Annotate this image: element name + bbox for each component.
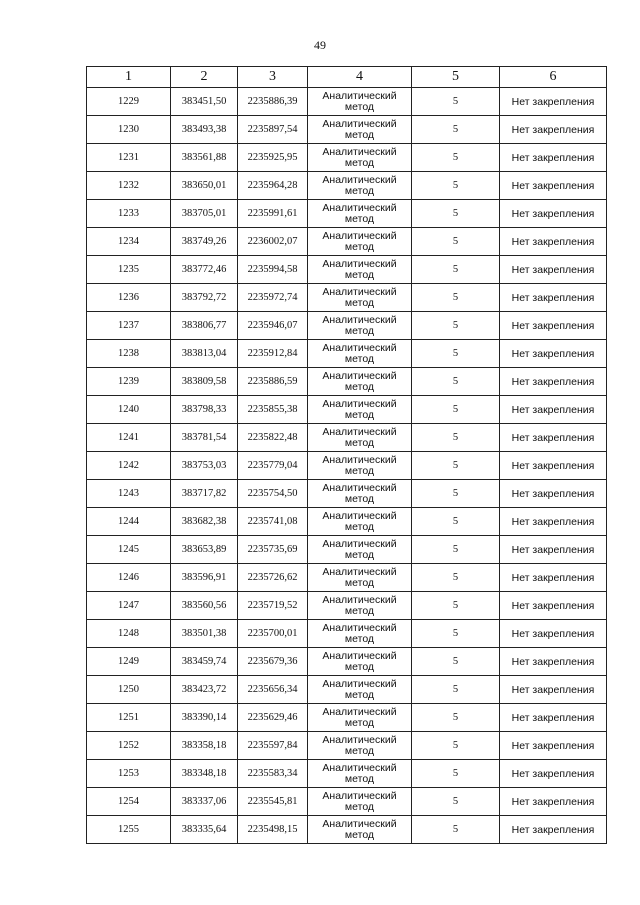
method-text: Аналитический (322, 313, 397, 326)
table-row (87, 788, 607, 816)
method-cell (308, 480, 412, 508)
point-number-cell: 1235 (87, 256, 171, 284)
table-row (87, 480, 607, 508)
method-text: метод (344, 828, 375, 841)
point-number-cell: 1252 (87, 732, 171, 760)
accuracy-cell: 5 (412, 648, 500, 676)
table-row (87, 200, 607, 228)
method-text: метод (344, 716, 375, 729)
method-text: Аналитический (322, 173, 397, 186)
method-cell (308, 88, 412, 116)
method-text: Аналитический (322, 705, 397, 718)
method-cell (308, 508, 412, 536)
method-text: Аналитический (322, 369, 397, 382)
x-coordinate-cell: 383806,77 (171, 312, 238, 340)
table-row (87, 452, 607, 480)
method-text: метод (344, 380, 375, 393)
accuracy-cell: 5 (412, 564, 500, 592)
method-text: метод (344, 464, 375, 477)
fixing-cell: Нет закрепления (500, 116, 607, 144)
x-coordinate-cell: 383390,14 (171, 704, 238, 732)
point-number-cell: 1246 (87, 564, 171, 592)
method-cell (308, 256, 412, 284)
method-text: Аналитический (322, 621, 397, 634)
accuracy-cell: 5 (412, 536, 500, 564)
y-coordinate-cell: 2235719,52 (238, 592, 308, 620)
method-cell (308, 592, 412, 620)
point-number-cell: 1229 (87, 88, 171, 116)
method-text: Аналитический (322, 229, 397, 242)
accuracy-cell: 5 (412, 88, 500, 116)
accuracy-cell: 5 (412, 508, 500, 536)
column-header-5: 5 (412, 67, 500, 88)
fixing-cell: Нет закрепления (500, 88, 607, 116)
fixing-cell: Нет закрепления (500, 648, 607, 676)
x-coordinate-cell: 383358,18 (171, 732, 238, 760)
method-text: метод (344, 576, 375, 589)
method-text: метод (344, 436, 375, 449)
x-coordinate-cell: 383798,33 (171, 396, 238, 424)
method-cell (308, 536, 412, 564)
y-coordinate-cell: 2235925,95 (238, 144, 308, 172)
accuracy-cell: 5 (412, 396, 500, 424)
accuracy-cell: 5 (412, 788, 500, 816)
fixing-cell: Нет закрепления (500, 284, 607, 312)
method-cell (308, 116, 412, 144)
method-text: метод (344, 268, 375, 281)
point-number-cell: 1234 (87, 228, 171, 256)
point-number-cell: 1244 (87, 508, 171, 536)
header-row (87, 67, 607, 88)
table-row (87, 732, 607, 760)
table-row (87, 88, 607, 116)
fixing-cell: Нет закрепления (500, 424, 607, 452)
fixing-cell: Нет закрепления (500, 620, 607, 648)
point-number-cell: 1251 (87, 704, 171, 732)
table-header (87, 67, 607, 88)
point-number-cell: 1245 (87, 536, 171, 564)
accuracy-cell: 5 (412, 256, 500, 284)
accuracy-cell: 5 (412, 760, 500, 788)
method-text: Аналитический (322, 817, 397, 830)
method-cell (308, 424, 412, 452)
method-cell (308, 284, 412, 312)
table-row (87, 620, 607, 648)
y-coordinate-cell: 2235886,39 (238, 88, 308, 116)
accuracy-cell: 5 (412, 172, 500, 200)
fixing-cell: Нет закрепления (500, 564, 607, 592)
table-row (87, 760, 607, 788)
point-number-cell: 1255 (87, 816, 171, 844)
x-coordinate-cell: 383772,46 (171, 256, 238, 284)
method-text: Аналитический (322, 453, 397, 466)
method-text: Аналитический (322, 649, 397, 662)
fixing-cell: Нет закрепления (500, 340, 607, 368)
method-text: метод (344, 156, 375, 169)
method-cell (308, 312, 412, 340)
x-coordinate-cell: 383561,88 (171, 144, 238, 172)
method-text: Аналитический (322, 257, 397, 270)
x-coordinate-cell: 383705,01 (171, 200, 238, 228)
method-cell (308, 564, 412, 592)
point-number-cell: 1250 (87, 676, 171, 704)
method-text: метод (344, 296, 375, 309)
method-text: Аналитический (322, 201, 397, 214)
method-text: Аналитический (322, 509, 397, 522)
method-cell (308, 788, 412, 816)
fixing-cell: Нет закрепления (500, 816, 607, 844)
point-number-cell: 1241 (87, 424, 171, 452)
fixing-cell: Нет закрепления (500, 676, 607, 704)
point-number-cell: 1231 (87, 144, 171, 172)
point-number-cell: 1239 (87, 368, 171, 396)
y-coordinate-cell: 2235912,84 (238, 340, 308, 368)
x-coordinate-cell: 383781,54 (171, 424, 238, 452)
method-cell (308, 816, 412, 844)
method-cell (308, 676, 412, 704)
point-number-cell: 1247 (87, 592, 171, 620)
method-cell (308, 368, 412, 396)
y-coordinate-cell: 2235583,34 (238, 760, 308, 788)
table-body (87, 88, 607, 844)
fixing-cell: Нет закрепления (500, 200, 607, 228)
accuracy-cell: 5 (412, 480, 500, 508)
method-text: метод (344, 548, 375, 561)
method-text: метод (344, 212, 375, 225)
x-coordinate-cell: 383650,01 (171, 172, 238, 200)
table-row (87, 144, 607, 172)
fixing-cell: Нет закрепления (500, 312, 607, 340)
table-row (87, 116, 607, 144)
x-coordinate-cell: 383717,82 (171, 480, 238, 508)
method-text: метод (344, 688, 375, 701)
y-coordinate-cell: 2235545,81 (238, 788, 308, 816)
method-text: метод (344, 632, 375, 645)
page-number: 49 (314, 38, 326, 52)
y-coordinate-cell: 2235964,28 (238, 172, 308, 200)
table-row (87, 676, 607, 704)
accuracy-cell: 5 (412, 620, 500, 648)
table-row (87, 592, 607, 620)
table-row (87, 172, 607, 200)
fixing-cell: Нет закрепления (500, 760, 607, 788)
method-text: Аналитический (322, 537, 397, 550)
accuracy-cell: 5 (412, 424, 500, 452)
y-coordinate-cell: 2235679,36 (238, 648, 308, 676)
method-text: Аналитический (322, 481, 397, 494)
fixing-cell: Нет закрепления (500, 144, 607, 172)
accuracy-cell: 5 (412, 340, 500, 368)
method-cell (308, 172, 412, 200)
table-row (87, 312, 607, 340)
y-coordinate-cell: 2235741,08 (238, 508, 308, 536)
method-text: метод (344, 240, 375, 253)
x-coordinate-cell: 383596,91 (171, 564, 238, 592)
table-row (87, 704, 607, 732)
y-coordinate-cell: 2235779,04 (238, 452, 308, 480)
x-coordinate-cell: 383335,64 (171, 816, 238, 844)
y-coordinate-cell: 2235855,38 (238, 396, 308, 424)
x-coordinate-cell: 383348,18 (171, 760, 238, 788)
table-row (87, 536, 607, 564)
method-cell (308, 340, 412, 368)
y-coordinate-cell: 2235597,84 (238, 732, 308, 760)
y-coordinate-cell: 2235822,48 (238, 424, 308, 452)
accuracy-cell: 5 (412, 228, 500, 256)
table-row (87, 340, 607, 368)
point-number-cell: 1242 (87, 452, 171, 480)
y-coordinate-cell: 2235991,61 (238, 200, 308, 228)
method-cell (308, 144, 412, 172)
y-coordinate-cell: 2235897,54 (238, 116, 308, 144)
method-text: метод (344, 604, 375, 617)
point-number-cell: 1236 (87, 284, 171, 312)
table-row (87, 256, 607, 284)
method-text: Аналитический (322, 761, 397, 774)
method-text: метод (344, 744, 375, 757)
y-coordinate-cell: 2235629,46 (238, 704, 308, 732)
y-coordinate-cell: 2235994,58 (238, 256, 308, 284)
table-row (87, 228, 607, 256)
y-coordinate-cell: 2235886,59 (238, 368, 308, 396)
method-text: Аналитический (322, 565, 397, 578)
method-text: метод (344, 800, 375, 813)
fixing-cell: Нет закрепления (500, 396, 607, 424)
accuracy-cell: 5 (412, 816, 500, 844)
fixing-cell: Нет закрепления (500, 480, 607, 508)
y-coordinate-cell: 2235754,50 (238, 480, 308, 508)
method-cell (308, 620, 412, 648)
method-text: Аналитический (322, 89, 397, 102)
method-text: Аналитический (322, 593, 397, 606)
x-coordinate-cell: 383493,38 (171, 116, 238, 144)
point-number-cell: 1248 (87, 620, 171, 648)
y-coordinate-cell: 2235735,69 (238, 536, 308, 564)
method-cell (308, 760, 412, 788)
accuracy-cell: 5 (412, 116, 500, 144)
fixing-cell: Нет закрепления (500, 732, 607, 760)
method-text: Аналитический (322, 677, 397, 690)
y-coordinate-cell: 2235726,62 (238, 564, 308, 592)
method-text: Аналитический (322, 397, 397, 410)
method-text: Аналитический (322, 789, 397, 802)
y-coordinate-cell: 2235700,01 (238, 620, 308, 648)
method-cell (308, 396, 412, 424)
method-text: метод (344, 352, 375, 365)
method-text: метод (344, 660, 375, 673)
accuracy-cell: 5 (412, 200, 500, 228)
fixing-cell: Нет закрепления (500, 704, 607, 732)
accuracy-cell: 5 (412, 312, 500, 340)
point-number-cell: 1240 (87, 396, 171, 424)
accuracy-cell: 5 (412, 284, 500, 312)
table-row (87, 284, 607, 312)
column-header-6: 6 (500, 67, 607, 88)
point-number-cell: 1249 (87, 648, 171, 676)
y-coordinate-cell: 2235498,15 (238, 816, 308, 844)
x-coordinate-cell: 383749,26 (171, 228, 238, 256)
x-coordinate-cell: 383560,56 (171, 592, 238, 620)
x-coordinate-cell: 383337,06 (171, 788, 238, 816)
column-header-4: 4 (308, 67, 412, 88)
method-text: метод (344, 520, 375, 533)
method-cell (308, 228, 412, 256)
point-number-cell: 1238 (87, 340, 171, 368)
accuracy-cell: 5 (412, 732, 500, 760)
method-text: метод (344, 100, 375, 113)
fixing-cell: Нет закрепления (500, 228, 607, 256)
point-number-cell: 1243 (87, 480, 171, 508)
accuracy-cell: 5 (412, 368, 500, 396)
x-coordinate-cell: 383813,04 (171, 340, 238, 368)
point-number-cell: 1253 (87, 760, 171, 788)
accuracy-cell: 5 (412, 676, 500, 704)
method-cell (308, 648, 412, 676)
method-text: метод (344, 492, 375, 505)
table-row (87, 396, 607, 424)
fixing-cell: Нет закрепления (500, 508, 607, 536)
method-text: Аналитический (322, 425, 397, 438)
column-header-1: 1 (87, 67, 171, 88)
method-text: метод (344, 128, 375, 141)
y-coordinate-cell: 2235656,34 (238, 676, 308, 704)
column-header-3: 3 (238, 67, 308, 88)
method-text: метод (344, 408, 375, 421)
method-text: Аналитический (322, 117, 397, 130)
method-text: метод (344, 772, 375, 785)
method-text: Аналитический (322, 733, 397, 746)
accuracy-cell: 5 (412, 452, 500, 480)
coordinates-table (86, 66, 607, 844)
fixing-cell: Нет закрепления (500, 172, 607, 200)
x-coordinate-cell: 383792,72 (171, 284, 238, 312)
table-row (87, 368, 607, 396)
point-number-cell: 1254 (87, 788, 171, 816)
method-text: метод (344, 184, 375, 197)
method-cell (308, 200, 412, 228)
point-number-cell: 1230 (87, 116, 171, 144)
fixing-cell: Нет закрепления (500, 368, 607, 396)
method-cell (308, 732, 412, 760)
accuracy-cell: 5 (412, 592, 500, 620)
method-text: Аналитический (322, 285, 397, 298)
method-text: метод (344, 324, 375, 337)
table-row (87, 816, 607, 844)
table-row (87, 648, 607, 676)
method-cell (308, 452, 412, 480)
y-coordinate-cell: 2235946,07 (238, 312, 308, 340)
x-coordinate-cell: 383451,50 (171, 88, 238, 116)
point-number-cell: 1237 (87, 312, 171, 340)
method-text: Аналитический (322, 145, 397, 158)
table-row (87, 508, 607, 536)
x-coordinate-cell: 383809,58 (171, 368, 238, 396)
point-number-cell: 1232 (87, 172, 171, 200)
x-coordinate-cell: 383459,74 (171, 648, 238, 676)
accuracy-cell: 5 (412, 704, 500, 732)
x-coordinate-cell: 383501,38 (171, 620, 238, 648)
fixing-cell: Нет закрепления (500, 452, 607, 480)
method-cell (308, 704, 412, 732)
x-coordinate-cell: 383423,72 (171, 676, 238, 704)
x-coordinate-cell: 383682,38 (171, 508, 238, 536)
fixing-cell: Нет закрепления (500, 536, 607, 564)
table-row (87, 564, 607, 592)
point-number-cell: 1233 (87, 200, 171, 228)
fixing-cell: Нет закрепления (500, 592, 607, 620)
y-coordinate-cell: 2235972,74 (238, 284, 308, 312)
method-text: Аналитический (322, 341, 397, 354)
y-coordinate-cell: 2236002,07 (238, 228, 308, 256)
column-header-2: 2 (171, 67, 238, 88)
fixing-cell: Нет закрепления (500, 788, 607, 816)
x-coordinate-cell: 383753,03 (171, 452, 238, 480)
x-coordinate-cell: 383653,89 (171, 536, 238, 564)
table-row (87, 424, 607, 452)
accuracy-cell: 5 (412, 144, 500, 172)
fixing-cell: Нет закрепления (500, 256, 607, 284)
